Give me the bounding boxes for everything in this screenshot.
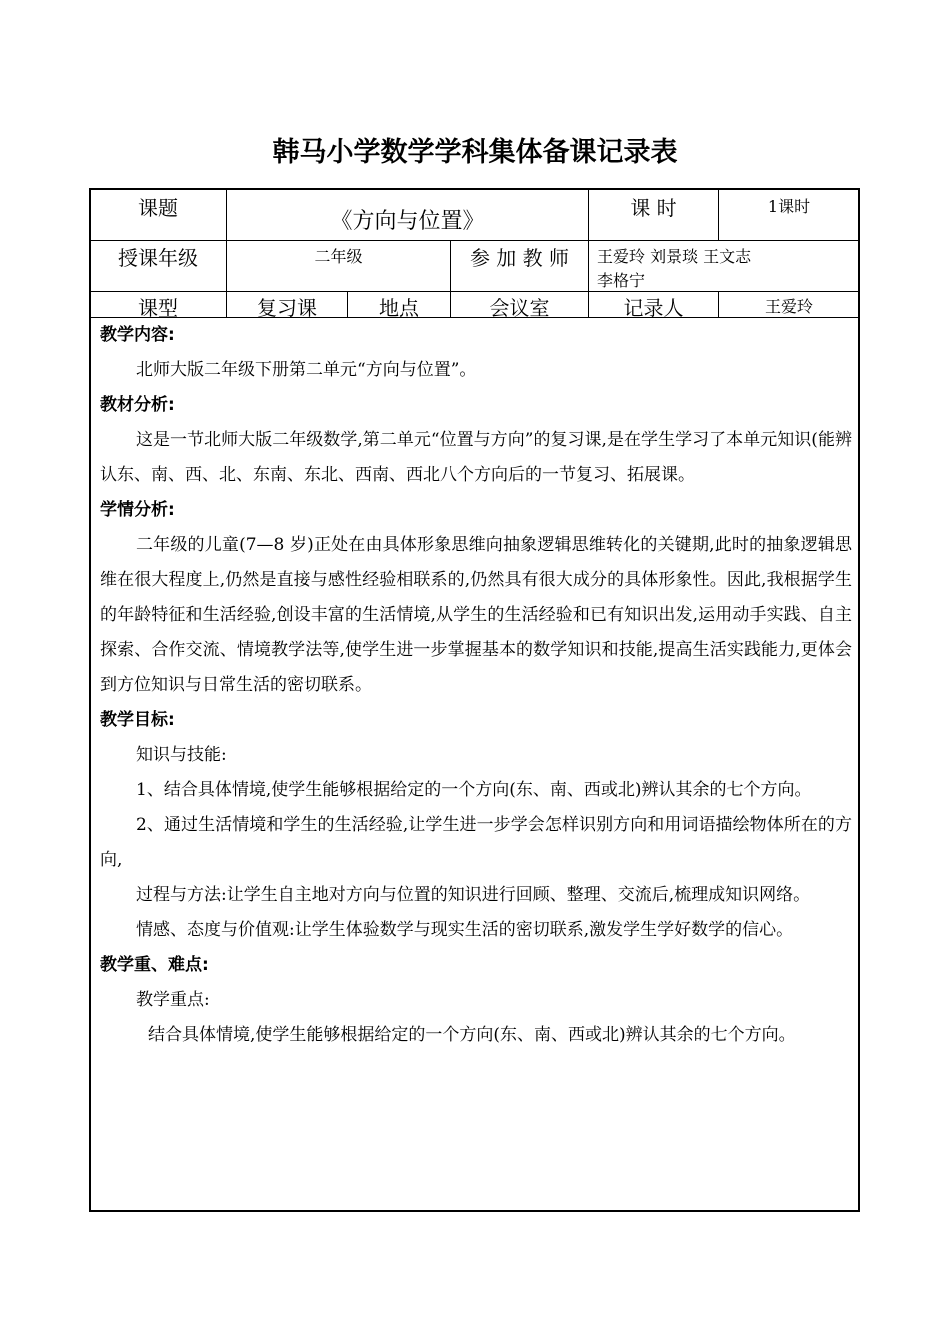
grade-label: 授课年级 bbox=[118, 246, 198, 270]
key-points-subheading: 教学重点: bbox=[136, 990, 210, 1010]
recorder-value: 王爱玲 bbox=[764, 297, 813, 316]
key-points-heading: 教学重、难点: bbox=[100, 955, 209, 975]
student-heading: 学情分析: bbox=[100, 500, 175, 520]
goals-subheading: 知识与技能: bbox=[136, 745, 227, 765]
recorder-label: 记录人 bbox=[623, 296, 684, 320]
goal-emotion: 情感、态度与价值观:让学生体验数学与现实生活的密切联系,激发学生学好数学的信心。 bbox=[136, 920, 794, 940]
goal-process: 过程与方法:让学生自主地对方向与位置的知识进行回顾、整理、交流后,梳理成知识网络。 bbox=[136, 885, 811, 905]
period-value: 1课时 bbox=[767, 197, 811, 216]
page-title: 韩马小学数学学科集体备课记录表 bbox=[272, 137, 678, 168]
type-value: 复习课 bbox=[257, 296, 317, 320]
place-value: 会议室 bbox=[489, 296, 550, 320]
student-text: 二年级的儿童(7—8 岁)正处在由具体形象思维向抽象逻辑思维转化的关键期,此时的抽象逻辑思维在很大程度上,仍然是直接与感性经验相联系的,仍然具有很大成分的具体形象性。因此,我根据学生的年龄特征和生活经验,创设丰富的生活情境,从学生的生活经验和已有知识出发,运用动手实践、自主探索、合作交流、情境教学法等,使学生进一步掌握基本的数学知识和技能,提高生活实践能力,更体会到方位知识与日常生活的密切联系。 bbox=[100, 535, 852, 695]
place-label: 地点 bbox=[379, 296, 419, 320]
material-text: 这是一节北师大版二年级数学,第二单元“位置与方向”的复习课,是在学生学习了本单元知识(能辨认东、南、西、北、东南、东北、西南、西北八个方向后的一节复习、拓展课。 bbox=[100, 430, 852, 485]
row-divider-1 bbox=[90, 240, 859, 241]
material-heading: 教材分析: bbox=[100, 395, 175, 415]
key-points-text: 结合具体情境,使学生能够根据给定的一个方向(东、南、西或北)辨认其余的七个方向。 bbox=[148, 1025, 796, 1045]
goal-item-2: 2、通过生活情境和学生的生活经验,让学生进一步学会怎样识别方向和用词语描绘物体所在的方向, bbox=[100, 815, 852, 870]
teachers-line-1: 王爱玲 刘景琰 王文志 bbox=[597, 247, 752, 266]
topic-value: 《方向与位置》 bbox=[330, 209, 485, 234]
grade-value: 二年级 bbox=[314, 247, 363, 266]
teachers-line-2: 李格宁 bbox=[597, 271, 646, 290]
goal-item-1: 1、结合具体情境,使学生能够根据给定的一个方向(东、南、西或北)辨认其余的七个方向。 bbox=[136, 780, 812, 800]
topic-label: 课题 bbox=[138, 196, 178, 220]
content-text: 北师大版二年级下册第二单元“方向与位置”。 bbox=[136, 360, 477, 380]
teachers-label: 参 加 教 师 bbox=[469, 246, 570, 270]
type-label: 课型 bbox=[138, 296, 178, 320]
content-heading: 教学内容: bbox=[100, 325, 175, 345]
lesson-body bbox=[100, 318, 852, 1053]
period-label: 课 时 bbox=[630, 196, 677, 220]
goals-heading: 教学目标: bbox=[100, 710, 175, 730]
